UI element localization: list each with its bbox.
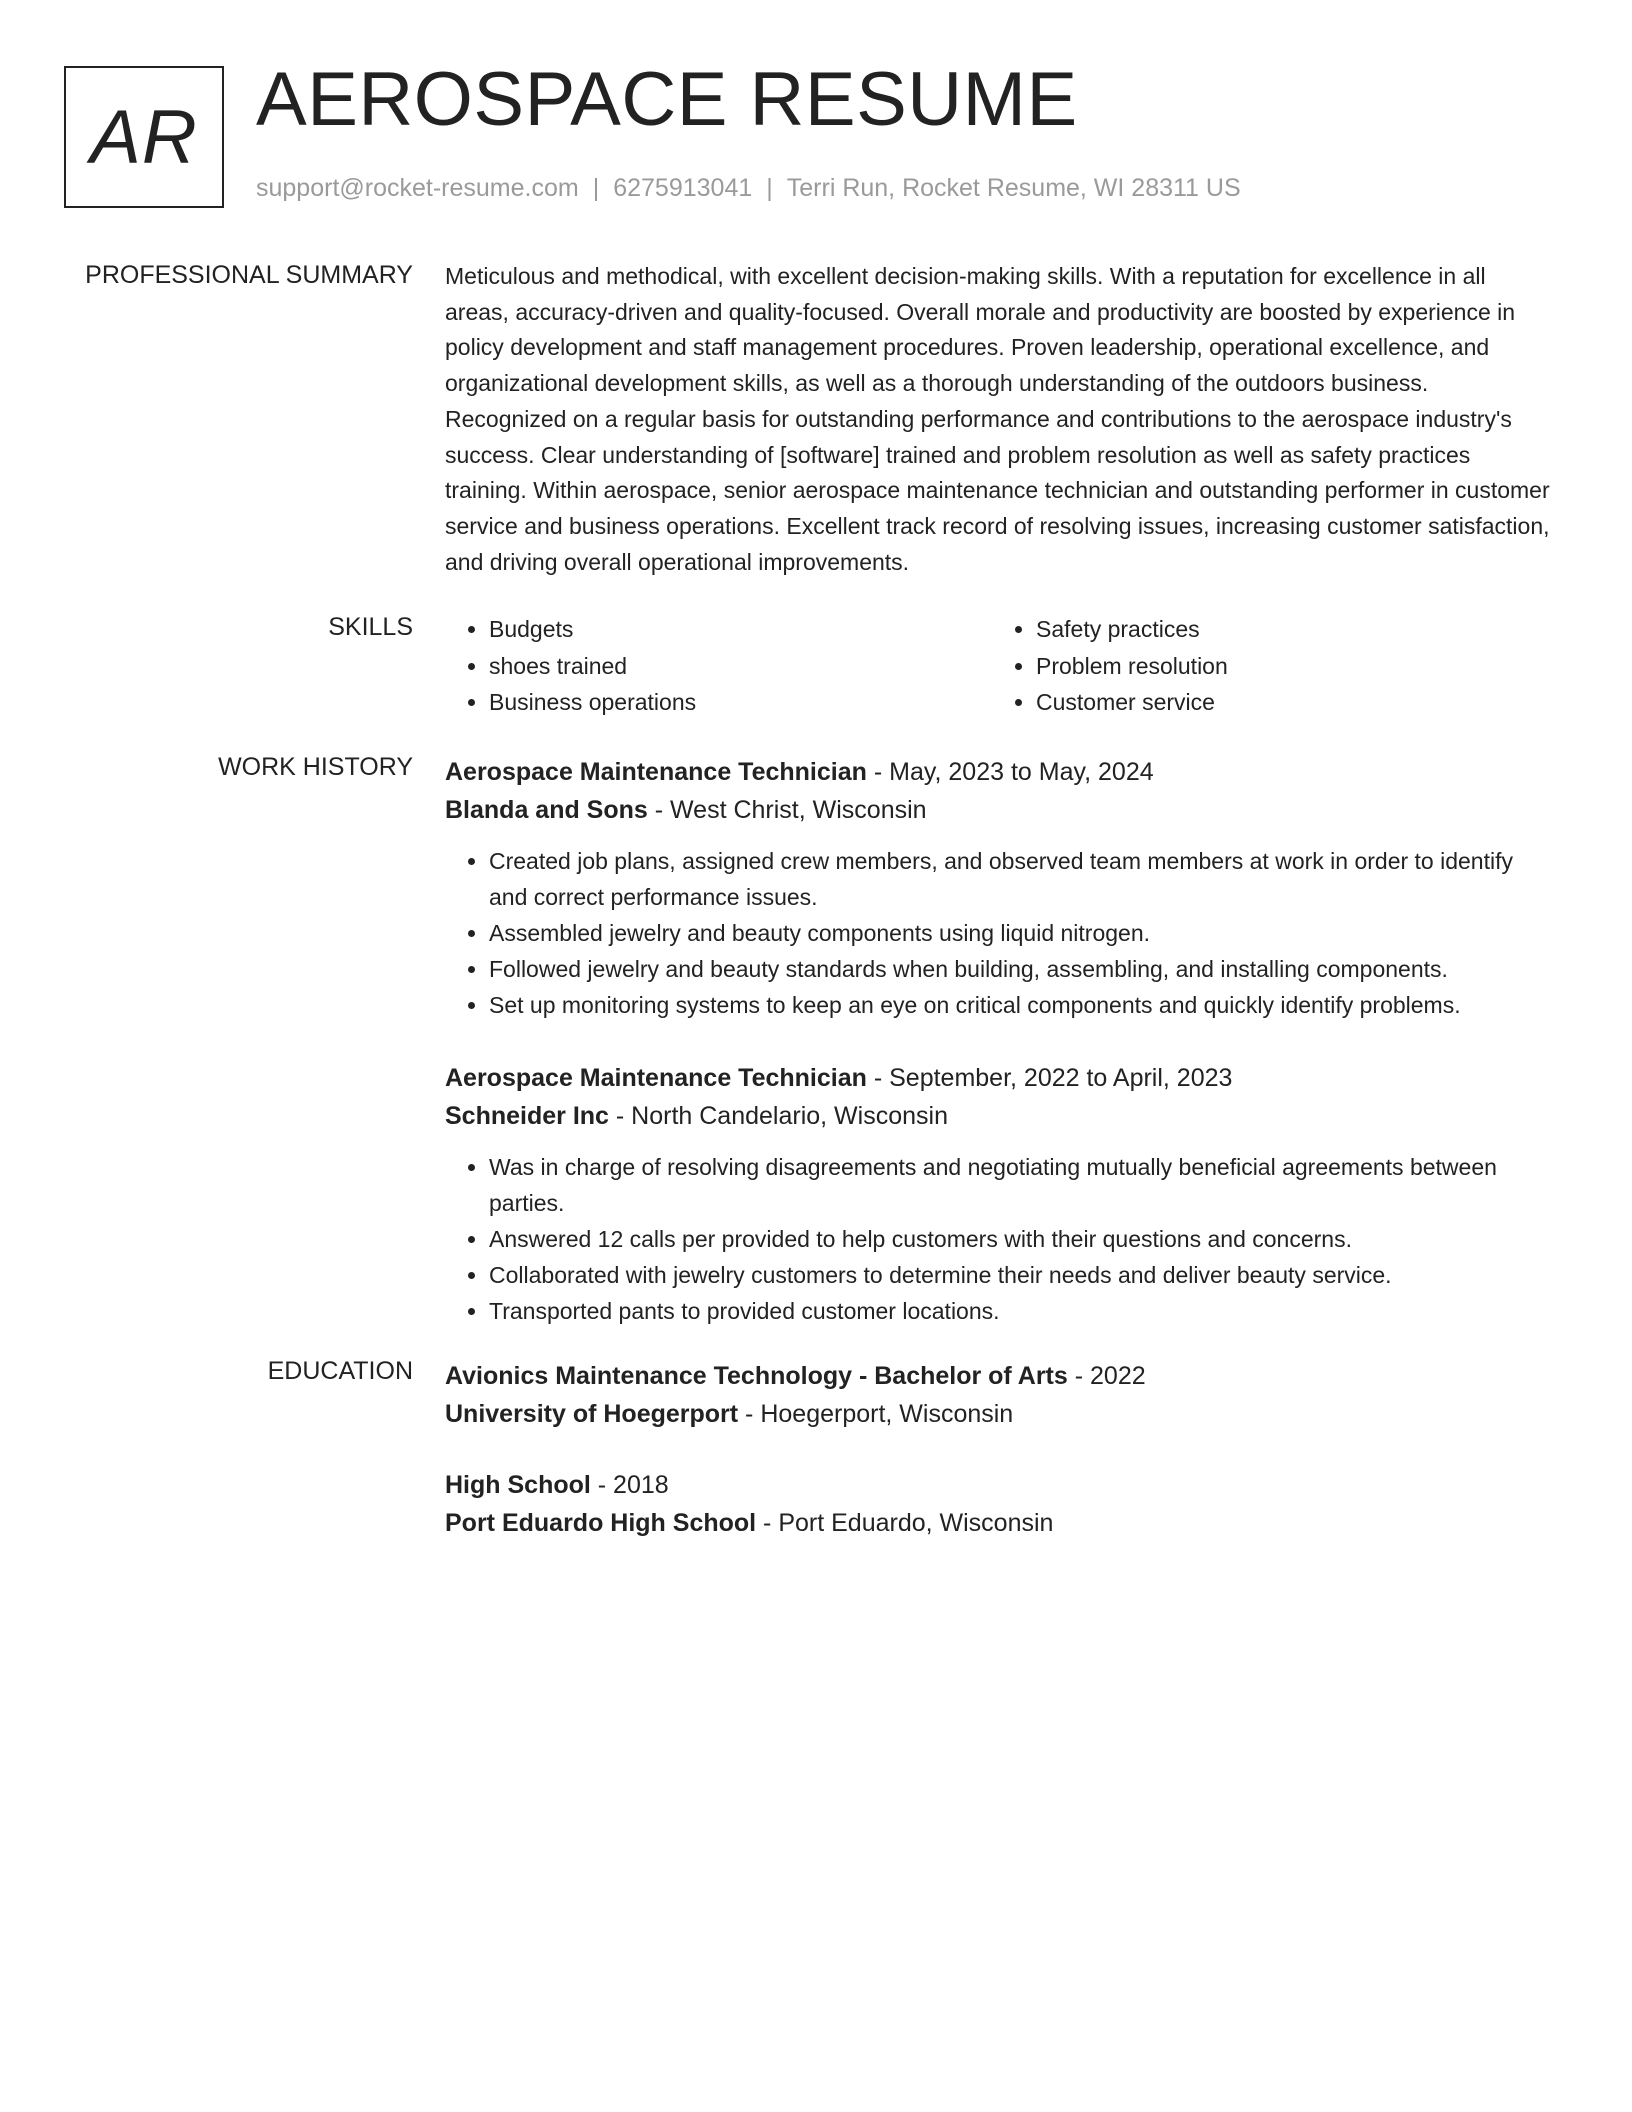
job-entry (445, 1059, 1550, 1329)
job-bullet: • Collaborated with jewelry customers to determine their needs and deliver beauty service. (489, 1257, 1550, 1293)
contact-separator: | (766, 174, 773, 202)
job-bullet: • Transported pants to provided customer locations. (489, 1293, 1550, 1329)
skill-item: • Business operations (489, 684, 992, 721)
dash: - (866, 1064, 890, 1092)
contact-separator: | (592, 174, 600, 202)
job-bullet: • Assembled jewelry and beauty components using liquid nitrogen. (489, 915, 1550, 951)
dash: - (647, 796, 671, 824)
job-bullet: • Was in charge of resolving disagreements and negotiating mutually beneficial agreements between parties. (489, 1149, 1550, 1221)
school-line (445, 1395, 1550, 1433)
summary-body (445, 259, 1550, 580)
job-dates: May, 2023 to May, 2024 (889, 758, 1154, 786)
education-entry (445, 1466, 1550, 1542)
school: University of Hoegerport (445, 1400, 739, 1428)
job-bullets (445, 1149, 1550, 1329)
dash: - (756, 1509, 779, 1537)
dash: - (608, 1102, 632, 1130)
dash: - (590, 1471, 614, 1499)
dash: - (738, 1400, 761, 1428)
work-history-body (445, 753, 1550, 1329)
contact-address: Terri Run, Rocket Resume, WI 28311 US (786, 174, 1241, 202)
job-company: Blanda and Sons (445, 796, 648, 824)
job-location: North Candelario, Wisconsin (631, 1102, 948, 1130)
skills-body (445, 611, 1550, 721)
school-location: Hoegerport, Wisconsin (760, 1400, 1014, 1428)
job-dates: September, 2022 to April, 2023 (889, 1064, 1233, 1092)
skill-item: • Customer service (1036, 684, 1539, 721)
degree-line (445, 1466, 1550, 1504)
school-location: Port Eduardo, Wisconsin (778, 1509, 1054, 1537)
degree: Avionics Maintenance Technology - Bachelor of Arts (445, 1362, 1068, 1390)
summary-heading: PROFESSIONAL SUMMARY (85, 261, 413, 289)
job-bullet: • Answered 12 calls per provided to help customers with their questions and concerns. (489, 1221, 1550, 1257)
degree-line (445, 1357, 1550, 1395)
degree-year: 2018 (613, 1471, 669, 1499)
monogram-box (64, 66, 224, 208)
job-entry (445, 753, 1550, 1023)
job-title: Aerospace Maintenance Technician (445, 758, 867, 786)
skill-item: • Problem resolution (1036, 648, 1539, 685)
degree-year: 2022 (1090, 1362, 1146, 1390)
skills-heading: SKILLS (328, 613, 413, 641)
dash: - (1067, 1362, 1091, 1390)
job-title-line (445, 1059, 1550, 1097)
work-history-heading: WORK HISTORY (218, 753, 413, 781)
skills-list-right (992, 611, 1539, 721)
contact-phone[interactable]: 6275913041 (613, 174, 753, 202)
skill-item: • Safety practices (1036, 611, 1539, 648)
job-company: Schneider Inc (445, 1102, 609, 1130)
job-company-line (445, 1097, 1550, 1135)
school-line (445, 1504, 1550, 1542)
job-bullet: • Created job plans, assigned crew members, and observed team members at work in order to identify and correct performance issues. (489, 843, 1550, 915)
job-location: West Christ, Wisconsin (670, 796, 927, 824)
job-title-line (445, 753, 1550, 791)
school: Port Eduardo High School (445, 1509, 757, 1537)
page-title: AEROSPACE RESUME (256, 57, 1078, 142)
skill-item: • shoes trained (489, 648, 992, 685)
monogram-initials: AR (90, 94, 198, 180)
job-bullet: • Followed jewelry and beauty standards when building, assembling, and installing components. (489, 951, 1550, 987)
education-body (445, 1357, 1550, 1542)
education-entry (445, 1357, 1550, 1433)
job-company-line (445, 791, 1550, 829)
job-bullets (445, 843, 1550, 1023)
contact-email[interactable]: support@rocket-resume.com (256, 174, 579, 202)
skill-item: • Budgets (489, 611, 992, 648)
degree: High School (445, 1471, 591, 1499)
education-heading: EDUCATION (267, 1357, 413, 1385)
summary-text: Meticulous and methodical, with excellent decision-making skills. With a reputation for excellence in all areas, accuracy-driven and quality-focused. Overall morale and productivity are boosted by experience in policy development and staff management procedures. Proven leadership, operational excellence, and organizational development skills, as well as a thorough understanding of the outdoors business. Recognized on a regular basis for outstanding performance and contributions to the aerospace industry's success. Clear understanding of [software] trained and problem resolution as well as safety practices training. Within aerospace, senior aerospace maintenance technician and outstanding performer in customer service and business operations. Excellent track record of resolving issues, increasing customer satisfaction, and driving overall operational improvements. (445, 263, 1550, 575)
job-bullet: • Set up monitoring systems to keep an eye on critical components and quickly identify problems. (489, 987, 1550, 1023)
skills-list-left (445, 611, 992, 721)
job-title: Aerospace Maintenance Technician (445, 1064, 867, 1092)
contact-line (256, 174, 1241, 203)
dash: - (866, 758, 890, 786)
